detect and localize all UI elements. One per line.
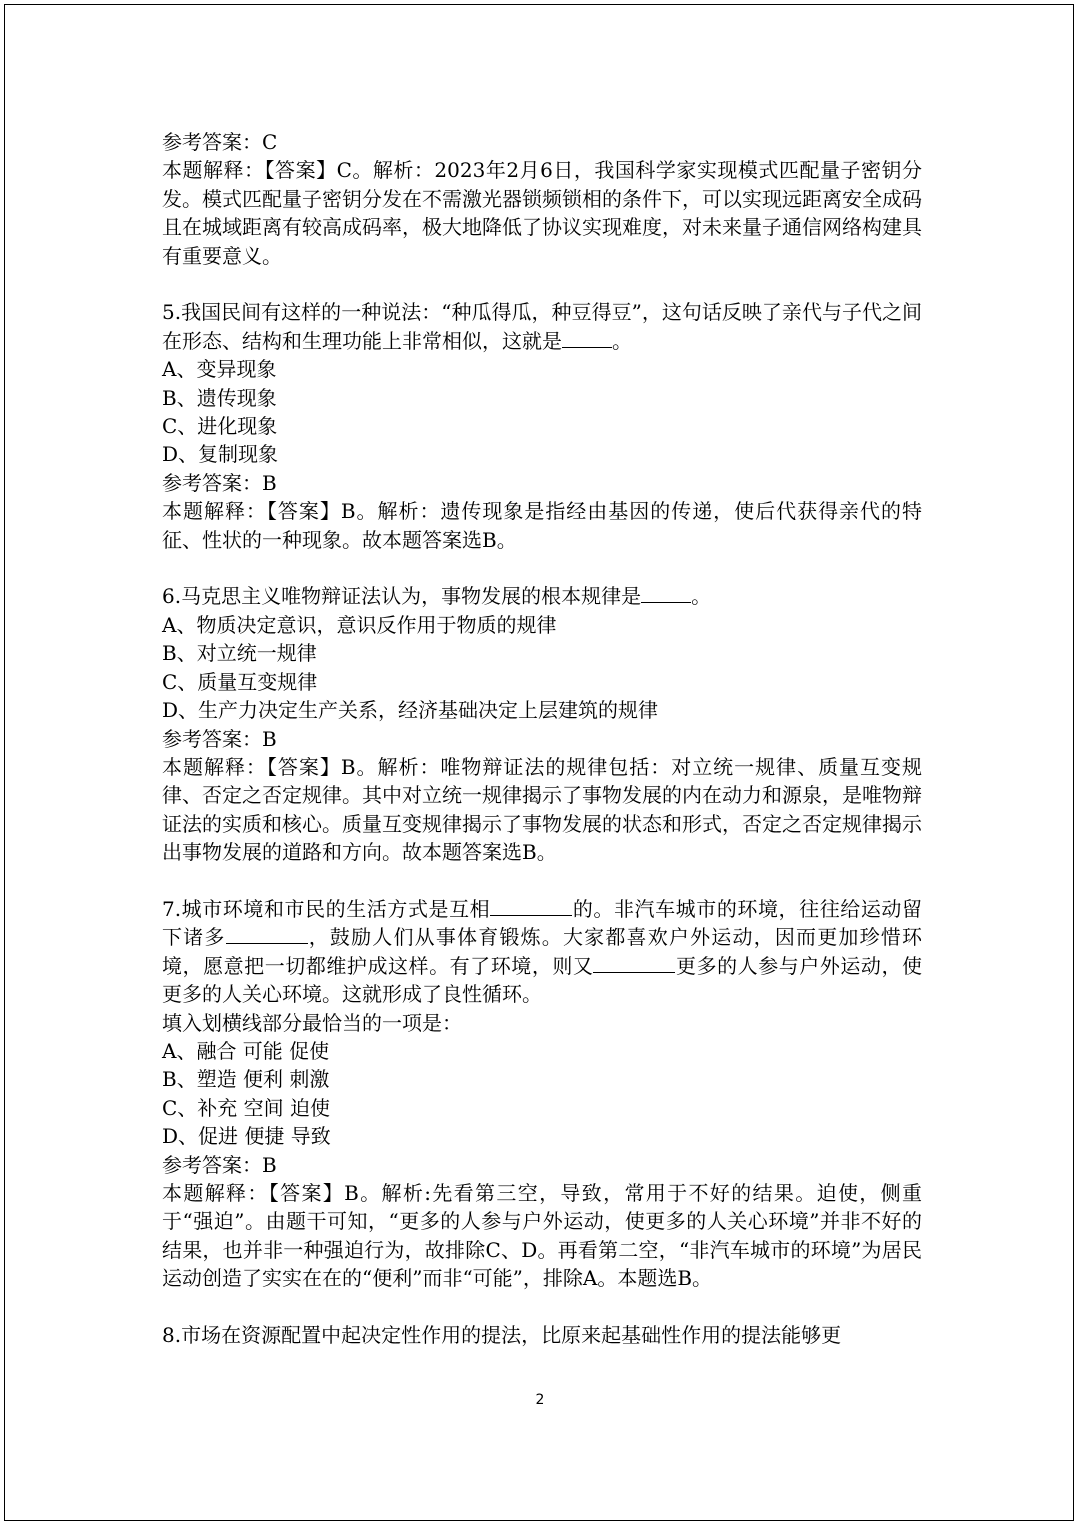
spacer [162,270,922,298]
q7-option-c: C、补充 空间 迫使 [162,1095,331,1120]
q7-stem-part4: 更多的人参与户外运动，使更多的人关心环境。这就形成了良性循环。 [162,953,923,1007]
q6-stem [162,582,922,610]
q5-stem-text: 5.我国民间有这样的一种说法：“种瓜得瓜，种豆得豆”，这句话反映了亲代与子代之间在形态、结构和生理功能上非常相似，这就是 [162,300,922,353]
q6-stem-end: 。 [691,584,712,609]
q5-option-c: C、进化现象 [162,414,278,439]
q5-explanation: 本题解释：【答案】B。解析：遗传现象是指经由基因的传递，使后代获得亲代的特征、性状的一种现象。故本题答案选B。 [162,499,922,552]
q7-option-a: A、融合 可能 促使 [162,1038,330,1063]
q5-stem-end: 。 [612,328,632,353]
q7-blank-3 [593,954,675,973]
q7-stem-part1: 7.城市环境和市民的生活方式是互相 [162,896,491,921]
q6-blank [641,584,691,603]
q6-answer: 参考答案：B [162,726,277,751]
q6-option-d: D、生产力决定生产关系，经济基础决定上层建筑的规律 [162,698,659,723]
q7-blank-1 [490,897,572,916]
q7-prompt: 填入划横线部分最恰当的一项是： [162,1010,462,1035]
q7-explanation: 本题解释：【答案】B。解析:先看第三空，导致，常用于不好的结果。迫使，侧重于“强迫”。由题干可知，“更多的人参与户外运动，使更多的人关心环境”并非不好的结果，也并非一种强迫行为，故排除C、D。再看第二空，“非汽车城市的环境”为居民运动创造了实实在在的“便利”而非“可能”，排除A。本题选B。 [162,1180,922,1291]
q6-option-b: B、对立统一规律 [162,641,317,666]
q7-option-d: D、促进 便捷 导致 [162,1124,331,1149]
page-number: 2 [535,1392,545,1408]
q6-option-c: C、质量互变规律 [162,669,318,694]
q4-answer: 参考答案：C [162,130,278,154]
q7-option-b: B、塑造 便利 刺激 [162,1067,330,1092]
q5-option-a: A、变异现象 [162,357,277,382]
spacer [162,1293,922,1321]
q8-stem: 8.市场在资源配置中起决定性作用的提法，比原来起基础性作用的提法能够更 [162,1323,842,1347]
q5-stem [162,298,922,355]
q5-option-d: D、复制现象 [162,442,279,467]
q7-stem-part2: 的。非汽车城市的环境，往往给运动留下诸多 [162,896,922,950]
spacer [162,867,922,895]
q6-stem-text: 6.马克思主义唯物辩证法认为，事物发展的根本规律是 [162,584,642,609]
q5-option-b: B、遗传现象 [162,385,277,410]
q7-stem-part3: ，鼓励人们从事体育锻炼。大家都喜欢户外运动，因而更加珍惜环境，愿意把一切都维护成这样。有了环境，则又 [162,925,922,978]
q5-answer: 参考答案：B [162,470,277,495]
q6-option-a: A、物质决定意识，意识反作用于物质的规律 [162,612,557,637]
q5-blank [562,329,612,348]
spacer [162,554,922,582]
q7-blank-2 [226,925,308,944]
q7-stem [162,895,922,1009]
q6-explanation: 本题解释：【答案】B。解析：唯物辩证法的规律包括：对立统一规律、质量互变规律、否定之否定规律。其中对立统一规律揭示了事物发展的内在动力和源泉，是唯物辩证法的实质和核心。质量互变规律揭示了事物发展的状态和形式，否定之否定规律揭示出事物发展的道路和方向。故本题答案选B。 [162,754,922,865]
document-body [162,128,922,1349]
q7-answer: 参考答案：B [162,1152,277,1177]
q4-explanation: 本题解释：【答案】C。解析：2023年2月6日，我国科学家实现模式匹配量子密钥分发。模式匹配量子密钥分发在不需激光器锁频锁相的条件下，可以实现远距离安全成码且在城域距离有较高成码率，极大地降低了协议实现难度，对未来量子通信网络构建具有重要意义。 [162,158,922,268]
